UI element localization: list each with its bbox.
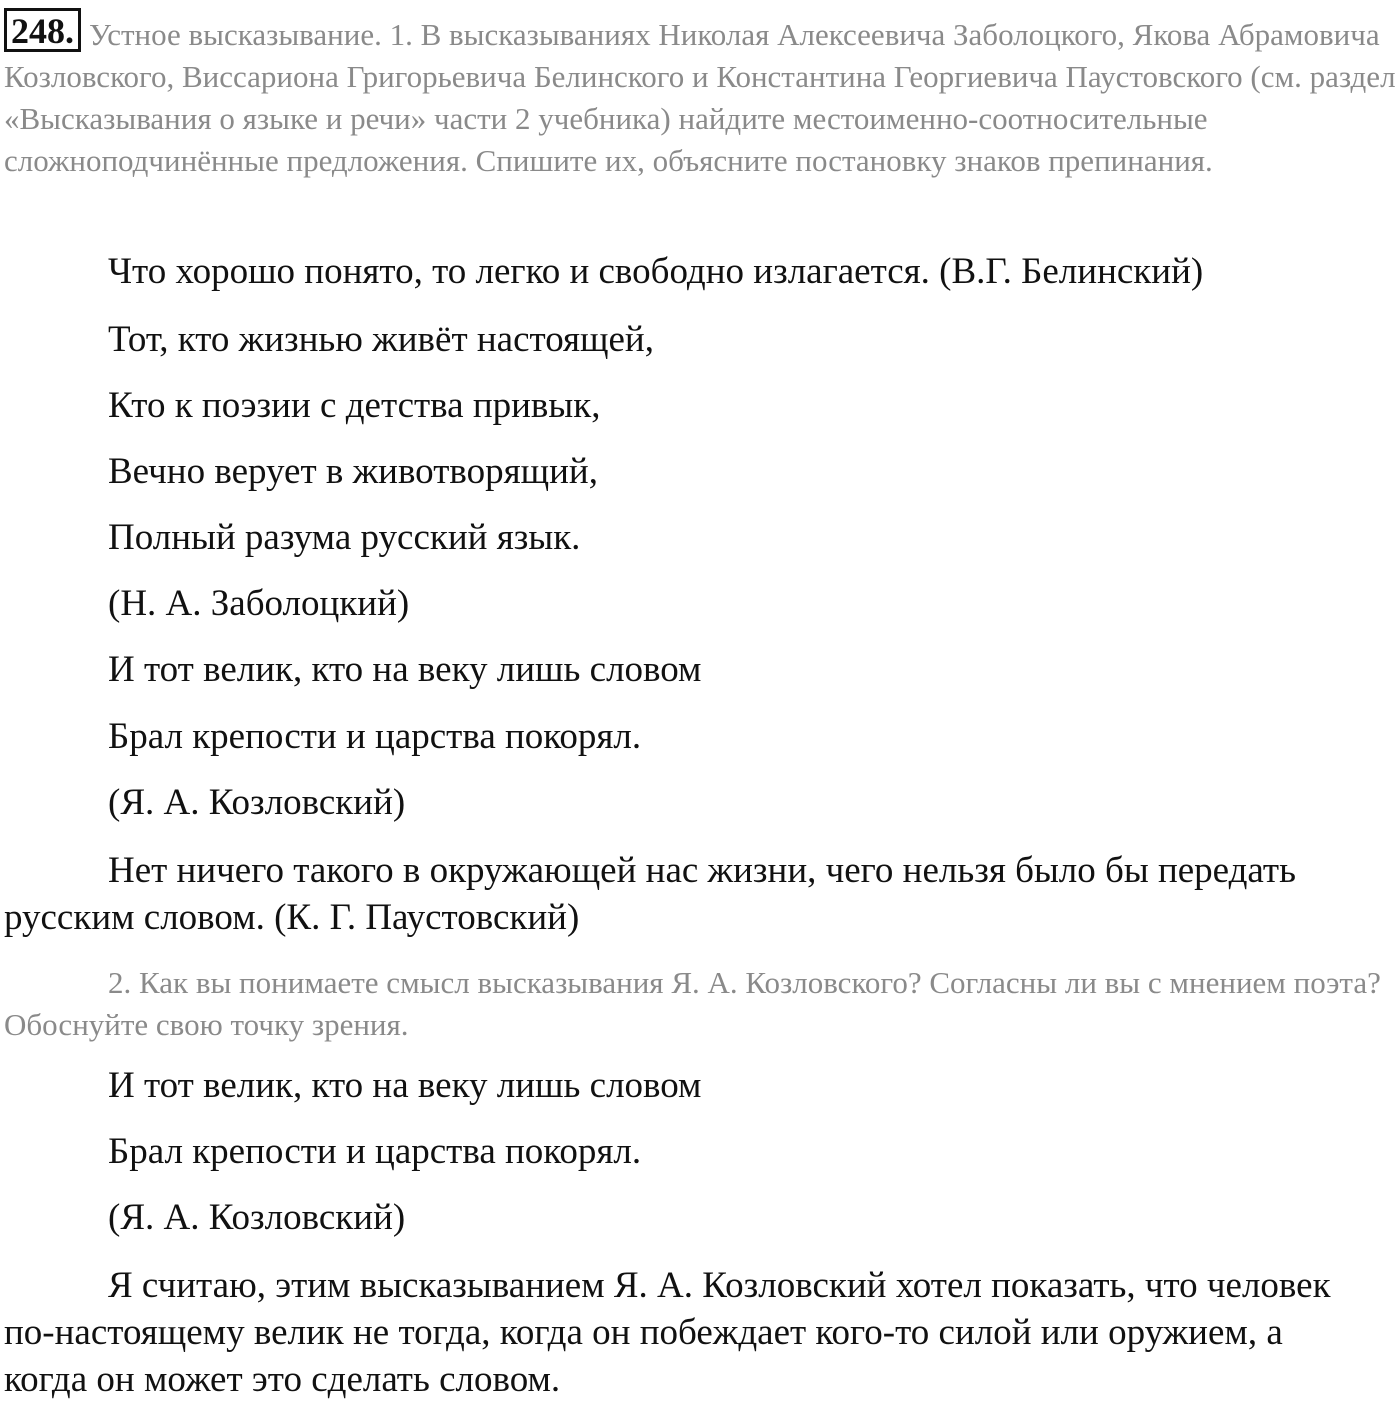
quote-paustovsky: Нет ничего такого в окружающей нас жизни, чего нельзя было бы передать русским словом. (К. Г. Паустовский): [4, 850, 1296, 938]
zabolotsky-line-3: Вечно верует в животворящий,: [108, 451, 598, 492]
zabolotsky-line-1: Тот, кто жизнью живёт настоящей,: [108, 319, 654, 360]
zabolotsky-line-4: Полный разума русский язык.: [108, 517, 581, 558]
kozlovsky-line-1: И тот велик, кто на веку лишь словом: [108, 649, 702, 690]
task-1-text: Устное высказывание. 1. В высказываниях Николая Алексеевича Заболоцкого, Якова Абрамовича Козловского, Виссариона Григорьевича Белинского и Константина Георгиевича Паустовского (см. раздел «Высказывания о языке и речи» части 2 учебника) найдите местоименно-соотносительные сложноподчинённые предложения. Спишите их, объясните постановку знаков препинания.: [4, 17, 1396, 178]
quote-belinsky: Что хорошо понято, то легко и свободно излагается. (В.Г. Белинский): [108, 251, 1204, 292]
exercise-number: 248.: [4, 8, 81, 52]
answer-quote-line-2: Брал крепости и царства покорял.: [108, 1131, 642, 1172]
kozlovsky-line-2: Брал крепости и царства покорял.: [108, 716, 642, 757]
zabolotsky-line-2: Кто к поэзии с детства привык,: [108, 385, 601, 426]
task-1-instructions: [4, 8, 1396, 182]
answer-quote-line-1: И тот велик, кто на веку лишь словом: [108, 1065, 702, 1106]
task-2-instructions: 2. Как вы понимаете смысл высказывания Я. А. Козловского? Согласны ли вы с мнением поэта? Обоснуйте свою точку зрения.: [4, 965, 1381, 1042]
kozlovsky-author: (Я. А. Козловский): [108, 782, 406, 823]
answer-text: Я считаю, этим высказыванием Я. А. Козловский хотел показать, что человек по-настоящему велик не тогда, когда он побеждает кого-то силой или оружием, а когда он может это сделать словом.: [4, 1265, 1331, 1400]
answer-quote-author: (Я. А. Козловский): [108, 1197, 406, 1238]
zabolotsky-author: (Н. А. Заболоцкий): [108, 583, 410, 624]
